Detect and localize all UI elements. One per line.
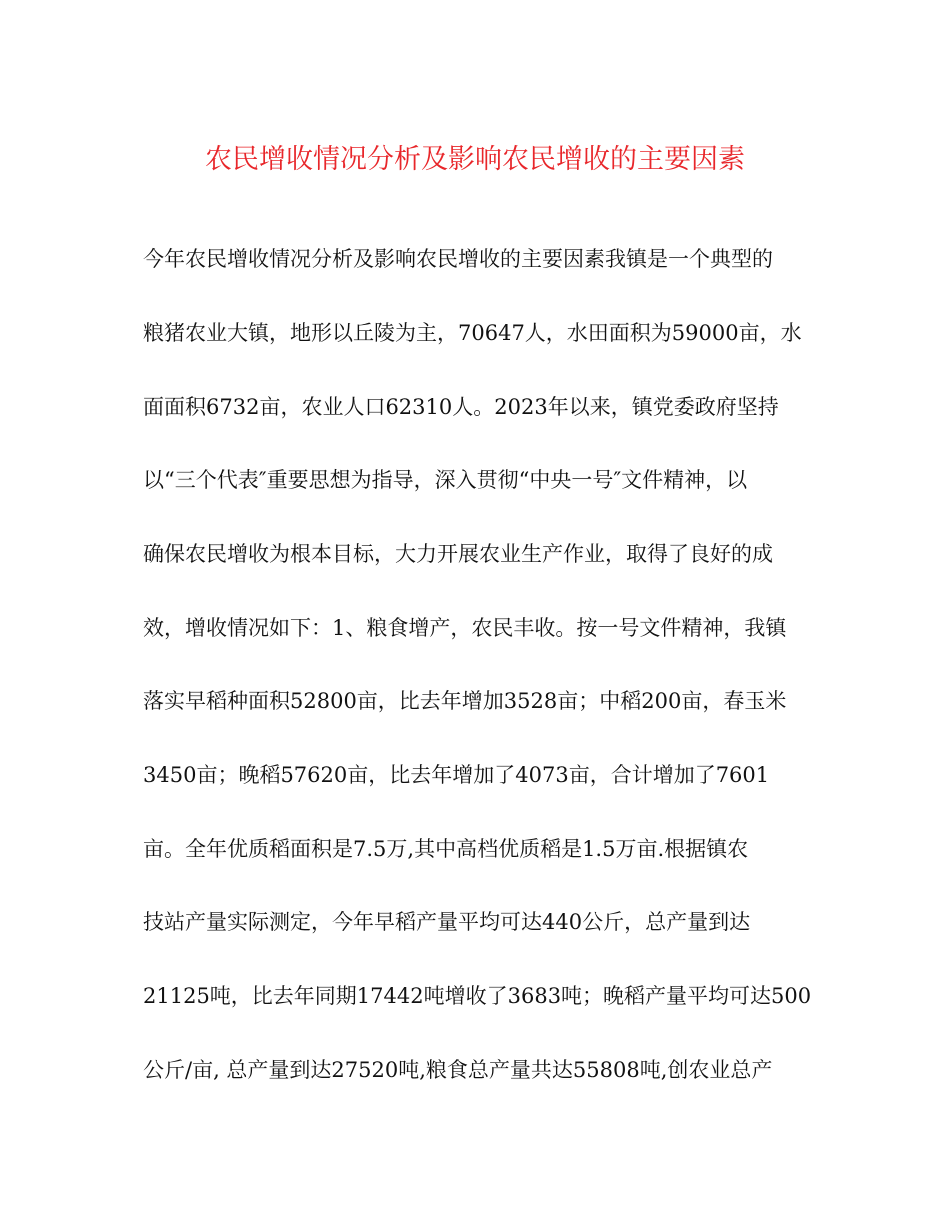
body-line: 今年农民增收情况分析及影响农民增收的主要因素我镇是一个典型的	[143, 247, 773, 271]
body-line: 效，增收情况如下：1、粮食增产，农民丰收。按一号文件精神，我镇	[143, 616, 787, 640]
body-line: 技站产量实际测定，今年早稻产量平均可达440公斤，总产量到达	[143, 910, 751, 934]
body-line: 21125吨，比去年同期17442吨增收了3683吨；晚稻产量平均可达500	[143, 984, 812, 1008]
body-line: 落实早稻种面积52800亩，比去年增加3528亩；中稻200亩，春玉米	[143, 689, 787, 713]
body-line: 以“三个代表″重要思想为指导，深入贯彻“中央一号″文件精神，以	[143, 468, 748, 492]
body-line: 3450亩；晚稻57620亩，比去年增加了4073亩，合计增加了7601	[143, 763, 770, 787]
body-line: 粮猪农业大镇，地形以丘陵为主，70647人，水田面积为59000亩，水	[143, 321, 802, 345]
body-line: 亩。全年优质稻面积是7.5万,其中高档优质稻是1.5万亩.根据镇农	[143, 837, 749, 861]
body-line: 公斤/亩, 总产量到达27520吨,粮食总产量共达55808吨,创农业总产	[143, 1058, 773, 1082]
body-line: 确保农民增收为根本目标，大力开展农业生产作业，取得了良好的成	[143, 542, 773, 566]
body-line: 面面积6732亩，农业人口62310人。2023年以来，镇党委政府坚持	[143, 395, 779, 419]
document-title: 农民增收情况分析及影响农民增收的主要因素	[205, 144, 745, 175]
